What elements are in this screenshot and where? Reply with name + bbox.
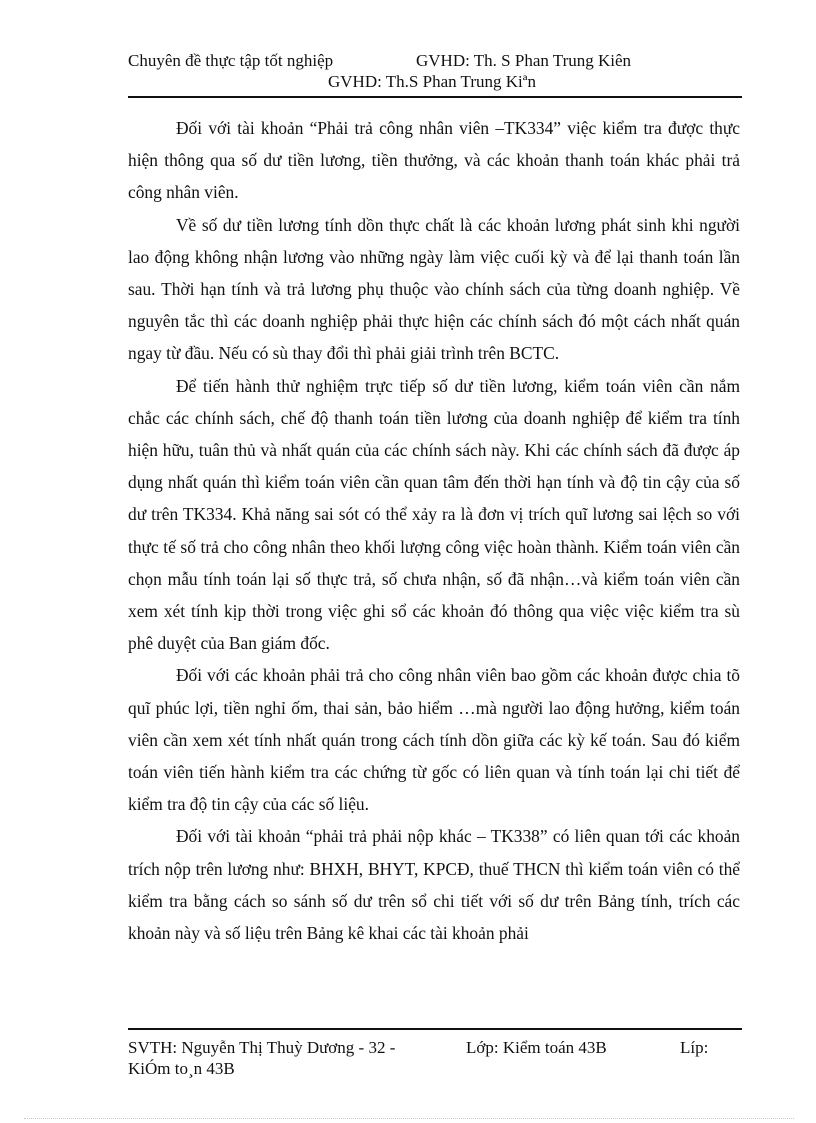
paragraph-tk334-intro: Đối với tài khoản “Phải trả công nhân viên –TK334” việc kiểm tra được thực hiện thông qua số dư tiền lương, tiền thưởng, và các khoản thanh toán khác phải trả công nhân viên.	[128, 118, 740, 203]
page-footer	[128, 1028, 742, 1079]
paragraph-tk338: Đối với tài khoản “phải trả phải nộp khác – TK338” có liên quan tới các khoản trích nộp trên lương như: BHXH, BHYT, KPCĐ, thuế THCN thì kiểm toán viên có thể kiểm tra bằng cách so sánh số dư trên sổ chi tiết với số dư trên Bảng tính, trích các khoản này và số liệu trên Bảng kê khai các tài khoản phải	[128, 826, 740, 944]
paragraph-employee-payables: Đối với các khoản phải trả cho công nhân viên bao gồm các khoản được chia tõ quĩ phúc lợi, tiền nghỉ ốm, thai sản, bảo hiểm …mà người lao động hưởng, kiểm toán viên cần xem xét tính nhất quán trong cách tính dồn giữa các kỳ kế toán. Sau đó kiểm toán viên tiến hành kiểm tra các chứng từ gốc có liên quan và tính toán lại chi tiết để kiểm tra độ tin cậy của các số liệu.	[128, 665, 740, 815]
thesis-title: Chuyên đề thực tập tốt nghiệp	[128, 51, 334, 70]
body-text	[128, 112, 740, 949]
advisor-name: GVHD: Th. S Phan Trung Kiên	[416, 51, 632, 70]
student-info: SVTH: Nguyễn Thị Thuỳ Dương - 32 -	[128, 1038, 396, 1057]
footer-line-1	[128, 1037, 742, 1058]
class-label-legacy: Líp:	[680, 1038, 709, 1057]
advisor-name-duplicate: GVHD: Th.S Phan Trung Kiªn	[328, 72, 536, 91]
paragraph-accrued-wages: Về số dư tiền lương tính dồn thực chất là các khoản lương phát sinh khi người lao động không nhận lương vào những ngày làm việc cuối kỳ và để lại thanh toán lần sau. Thời hạn tính và trả lương phụ thuộc vào chính sách của từng doanh nghiệp. Về nguyên tắc thì các doanh nghiệp phải thực hiện các chính sách đó một cách nhất quán ngay từ đầu. Nếu có sù thay đổi thì phải giải trình trên BCTC.	[128, 214, 740, 364]
class-info: Lớp: Kiểm toán 43B	[466, 1038, 607, 1057]
class-info-legacy: KiÓm to¸n 43B	[128, 1059, 235, 1078]
header-line-1	[128, 50, 632, 71]
page-header	[128, 50, 742, 98]
page-bottom-divider	[24, 1118, 794, 1119]
paragraph-direct-testing: Để tiến hành thử nghiệm trực tiếp số dư tiền lương, kiểm toán viên cần nắm chắc các chính sách, chế độ thanh toán tiền lương của doanh nghiệp để kiểm tra tính hiện hữu, tuân thủ và nhất quán của các chính sách này. Khi các chính sách đã được áp dụng nhất quán thì kiểm toán viên cần quan tâm đến thời hạn tính và độ tin cậy của số dư trên TK334. Khả năng sai sót có thể xảy ra là đơn vị trích quĩ lương sai lệch so với thực tế số trả cho công nhân theo khối lượng công việc hoàn thành. Kiểm toán viên cần chọn mẫu tính toán lại số thực trả, số chưa nhận, số đã nhận…và kiểm toán viên cần xem xét tính kịp thời trong việc ghi sổ các khoản đó thông qua việc việc kiểm tra sù phê duyệt của Ban giám đốc.	[128, 375, 740, 654]
